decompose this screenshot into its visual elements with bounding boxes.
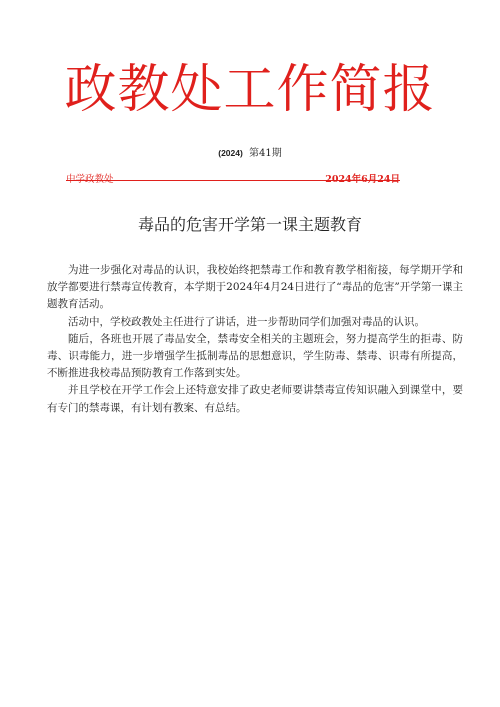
article-body bbox=[47, 262, 463, 417]
issue-number: 第41期 bbox=[249, 148, 282, 159]
issue-line bbox=[0, 146, 500, 161]
paragraph: 并且学校在开学工作会上还特意安排了政史老师要讲禁毒宣传知识融入到课堂中，要有专门的禁毒课，有计划有教案、有总结。 bbox=[47, 384, 463, 414]
article-title: 毒品的危害开学第一课主题教育 bbox=[137, 215, 362, 234]
header-separator bbox=[66, 172, 400, 188]
issue-date: 2024年6月24日 bbox=[325, 174, 400, 185]
paragraph: 活动中，学校政教处主任进行了讲话，进一步帮助同学们加强对毒品的认识。 bbox=[68, 315, 425, 328]
issue-year: (2024) bbox=[218, 148, 243, 158]
department-label: 中学政教处 bbox=[66, 174, 114, 185]
masthead-title: 政教处工作简报 bbox=[64, 60, 436, 120]
paragraph: 为进一步强化对毒品的认识，我校始终把禁毒工作和教育教学相衔接，每学期开学和放学都要进行禁毒宣传教育，本学期于2024年4月24日进行了“毒品的危害”开学第一课主题教育活动。 bbox=[47, 264, 463, 311]
paragraph: 随后，各班也开展了毒品安全，禁毒安全相关的主题班会，努力提高学生的拒毒、防毒、识毒能力，进一步增强学生抵制毒品的思想意识，学生防毒、禁毒、识毒有所提高，不断推进我校毒品预防教育工作落到实处。 bbox=[47, 332, 463, 380]
